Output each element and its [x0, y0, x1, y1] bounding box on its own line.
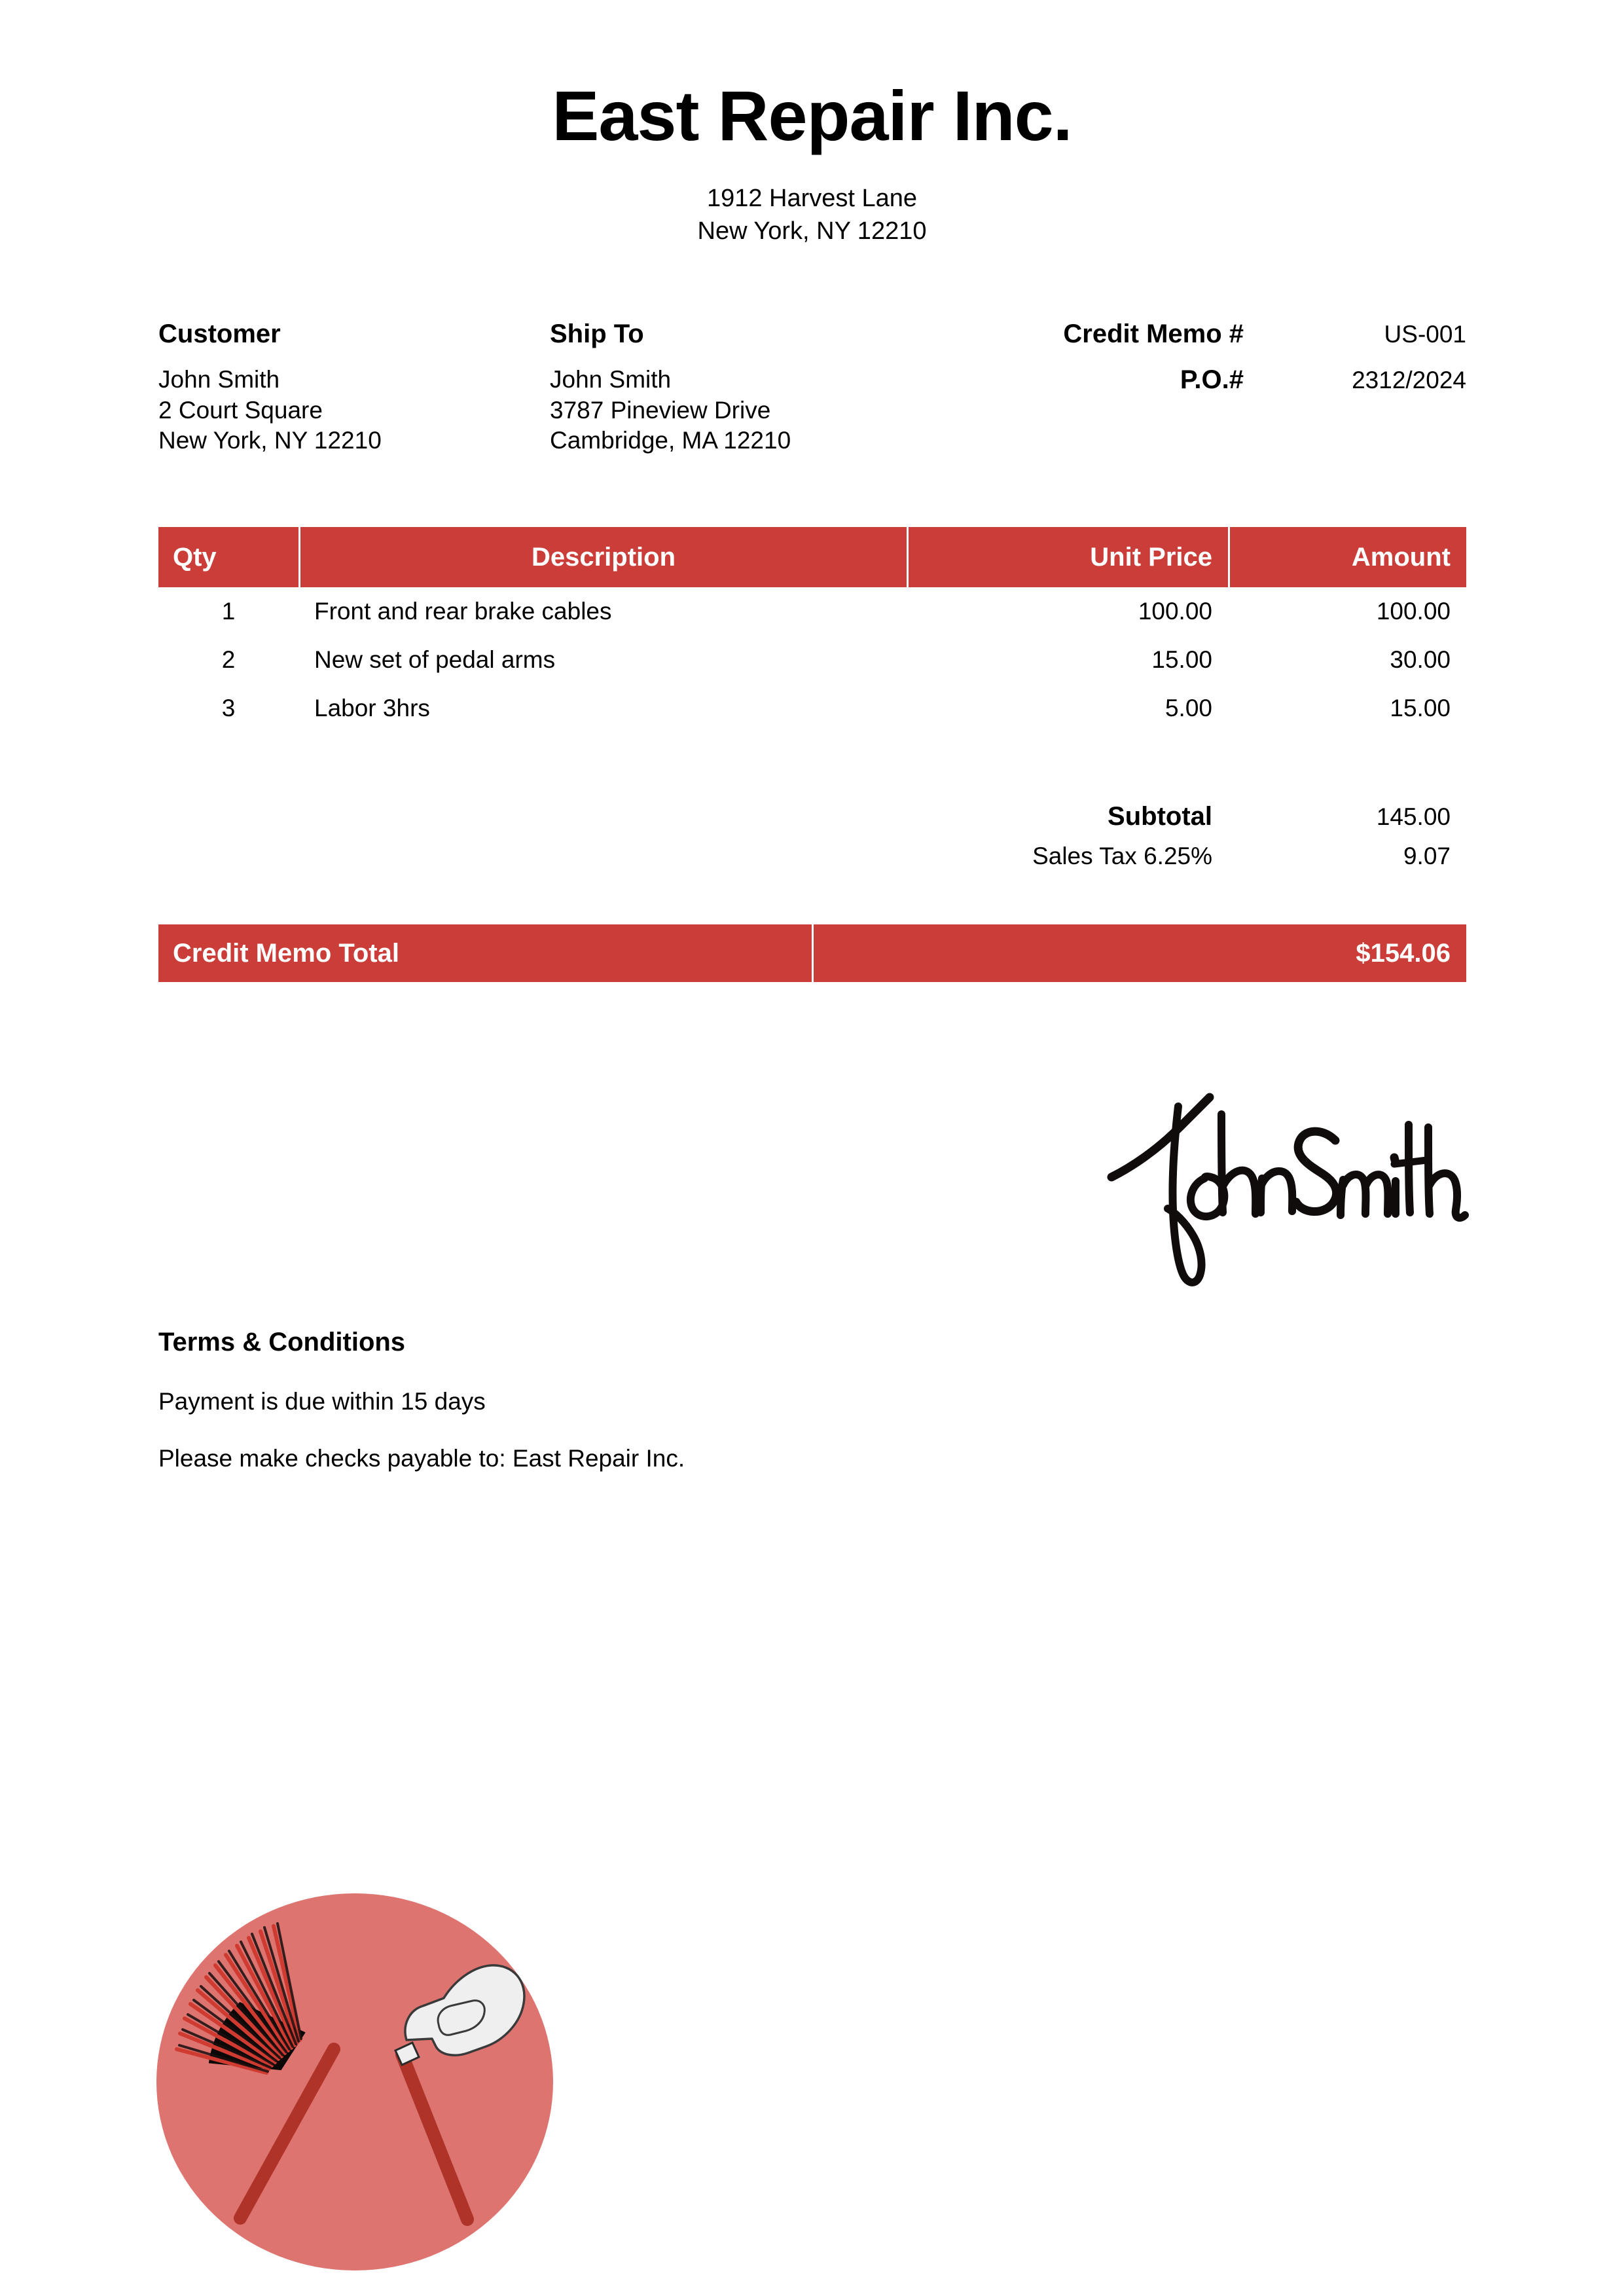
po-number-label: P.O.#: [1180, 365, 1244, 394]
memo-meta-block: [969, 321, 1466, 412]
table-header-row: [158, 527, 1466, 587]
customer-block: [158, 321, 382, 456]
customer-name: John Smith: [158, 366, 280, 393]
column-header-qty: Qty: [173, 542, 217, 572]
customer-street: 2 Court Square: [158, 396, 323, 424]
table-row: [158, 587, 1466, 636]
sales-tax-value: 9.07: [1403, 843, 1451, 869]
ship-to-street: 3787 Pineview Drive: [550, 396, 771, 424]
signature-image: [1106, 1087, 1473, 1296]
customer-city-state-zip: New York, NY 12210: [158, 427, 382, 454]
cell-amount: 15.00: [1390, 695, 1451, 721]
table-row: [158, 636, 1466, 684]
company-name: East Repair Inc.: [552, 76, 1072, 155]
cell-description: Front and rear brake cables: [314, 598, 612, 625]
grand-total-bar: [158, 924, 1466, 982]
totals-block: [158, 802, 1466, 883]
cell-description: New set of pedal arms: [314, 646, 556, 673]
sales-tax-row: [158, 843, 1466, 883]
parties-block: [158, 321, 1466, 465]
table-row: [158, 684, 1466, 733]
cell-amount: 100.00: [1376, 598, 1451, 625]
company-logo: [145, 1886, 568, 2278]
column-header-amount: Amount: [1228, 527, 1466, 587]
terms-line-2: Please make checks payable to: East Repair Inc.: [158, 1445, 685, 1472]
terms-line-1: Payment is due within 15 days: [158, 1388, 486, 1415]
company-address-line-2: New York, NY 12210: [697, 217, 927, 246]
terms-and-conditions: [158, 1329, 1075, 1503]
ship-to-title: Ship To: [550, 319, 644, 348]
company-address: [0, 182, 1624, 247]
cell-qty: 1: [221, 598, 236, 625]
cell-description: Labor 3hrs: [314, 695, 430, 721]
line-items-table: [158, 527, 1466, 733]
memo-number-label: Credit Memo #: [1063, 319, 1244, 348]
sales-tax-label: Sales Tax 6.25%: [1032, 843, 1212, 869]
cell-qty: 3: [221, 695, 236, 721]
ship-to-city-state-zip: Cambridge, MA 12210: [550, 427, 791, 454]
column-header-description: Description: [298, 527, 907, 587]
cell-unit-price: 100.00: [1138, 598, 1212, 625]
memo-number-row: [969, 321, 1466, 347]
cell-amount: 30.00: [1390, 646, 1451, 673]
ship-to-block: [550, 321, 791, 456]
subtotal-row: [158, 802, 1466, 843]
terms-title: Terms & Conditions: [158, 1328, 406, 1357]
company-address-line-1: 1912 Harvest Lane: [706, 185, 918, 212]
memo-number-value: US-001: [1384, 321, 1466, 348]
cell-unit-price: 5.00: [1164, 695, 1212, 721]
subtotal-label: Subtotal: [1108, 802, 1212, 831]
column-header-unit-price: Unit Price: [907, 527, 1228, 587]
logo-circle: [156, 1893, 553, 2270]
grand-total-value: $154.06: [812, 924, 1466, 982]
cell-unit-price: 15.00: [1151, 646, 1212, 673]
grand-total-label: Credit Memo Total: [173, 938, 399, 968]
customer-title: Customer: [158, 319, 281, 348]
table-body: [158, 587, 1466, 733]
po-number-row: [969, 367, 1466, 393]
ship-to-name: John Smith: [550, 366, 672, 393]
po-number-value: 2312/2024: [1352, 367, 1466, 393]
cell-qty: 2: [221, 646, 236, 673]
subtotal-value: 145.00: [1376, 803, 1451, 830]
